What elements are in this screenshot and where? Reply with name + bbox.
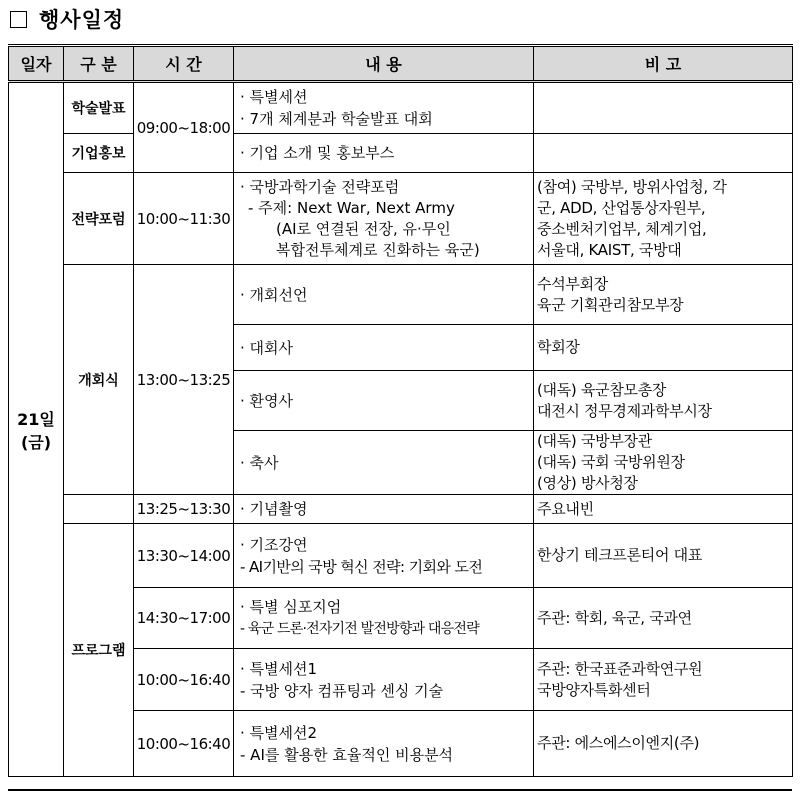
- time-cell: 10:00~11:30: [134, 173, 234, 265]
- gubun-company: 기업홍보: [64, 134, 134, 173]
- note-cell: (참여) 국방부, 방위사업청, 각 군, ADD, 산업통상자원부, 중소벤처기업부, 체계기업, 서울대, KAIST, 국방대: [534, 173, 793, 265]
- header-time: 시 간: [134, 46, 234, 82]
- note-cell: 주관: 한국표준과학연구원 국방양자특화센터: [534, 649, 793, 711]
- table-row: [9, 265, 793, 325]
- date-day: 21일: [17, 409, 55, 429]
- time-cell: 10:00~16:40: [134, 649, 234, 711]
- content-cell: · 기조강연 - AI기반의 국방 혁신 전략: 기회와 도전: [234, 524, 534, 588]
- content-cell: · 기념촬영: [234, 495, 534, 524]
- note-cell: [534, 82, 793, 134]
- table-row: [9, 173, 793, 265]
- table-row: [9, 82, 793, 134]
- note-cell: 주관: 학회, 육군, 국과연: [534, 588, 793, 649]
- content-cell: · 국방과학기술 전략포럼 - 주제: Next War, Next Army (AI로 연결된 전장, 유·무인 복합전투체계로 진화하는 육군): [234, 173, 534, 265]
- header-note: 비 고: [534, 46, 793, 82]
- content-cell: · 특별세션2 - AI를 활용한 효율적인 비용분석: [234, 711, 534, 777]
- table-header-row: [9, 46, 793, 82]
- table-row: [9, 495, 793, 524]
- content-cell: · 특별세션 · 7개 체계분과 학술발표 대회: [234, 82, 534, 134]
- time-cell: 10:00~16:40: [134, 711, 234, 777]
- note-cell: 학회장: [534, 325, 793, 371]
- table-row: [9, 524, 793, 588]
- note-cell: 수석부회장 육군 기획관리참모부장: [534, 265, 793, 325]
- checkbox-square-icon: [10, 11, 27, 28]
- gubun-empty: [64, 495, 134, 524]
- gubun-academic: 학술발표: [64, 82, 134, 134]
- header-date: 일자: [9, 46, 64, 82]
- page-title-text: 행사일정: [39, 8, 125, 32]
- time-cell: 13:00~13:25: [134, 265, 234, 495]
- schedule-table: [8, 44, 793, 777]
- table-row: [9, 134, 793, 173]
- time-cell: 09:00~18:00: [134, 82, 234, 173]
- content-cell: · 특별세션1 - 국방 양자 컴퓨팅과 센싱 기술: [234, 649, 534, 711]
- note-cell: 한상기 테크프론티어 대표: [534, 524, 793, 588]
- gubun-program: 프로그램: [64, 524, 134, 777]
- note-cell: (대독) 국방부장관 (대독) 국회 국방위원장 (영상) 방사청장: [534, 431, 793, 495]
- content-cell: · 대회사: [234, 325, 534, 371]
- note-cell: (대독) 육군참모총장 대전시 정무경제과학부시장: [534, 371, 793, 431]
- note-cell: [534, 134, 793, 173]
- header-gubun: 구 분: [64, 46, 134, 82]
- content-cell: · 기업 소개 및 홍보부스: [234, 134, 534, 173]
- content-cell: · 환영사: [234, 371, 534, 431]
- note-cell: 주요내빈: [534, 495, 793, 524]
- page-title: [6, 0, 124, 38]
- gubun-opening: 개회식: [64, 265, 134, 495]
- time-cell: 14:30~17:00: [134, 588, 234, 649]
- date-weekday: (금): [20, 432, 52, 452]
- gubun-forum: 전략포럼: [64, 173, 134, 265]
- time-cell: 13:25~13:30: [134, 495, 234, 524]
- content-cell: · 개회선언: [234, 265, 534, 325]
- date-cell: [9, 82, 64, 777]
- header-content: 내 용: [234, 46, 534, 82]
- content-cell: · 축사: [234, 431, 534, 495]
- note-cell: 주관: 에스에스이엔지(주): [534, 711, 793, 777]
- time-cell: 13:30~14:00: [134, 524, 234, 588]
- content-cell: · 특별 심포지엄 - 육군 드론·전자기전 발전방향과 대응전략: [234, 588, 534, 649]
- table-bottom-rule: [8, 789, 792, 791]
